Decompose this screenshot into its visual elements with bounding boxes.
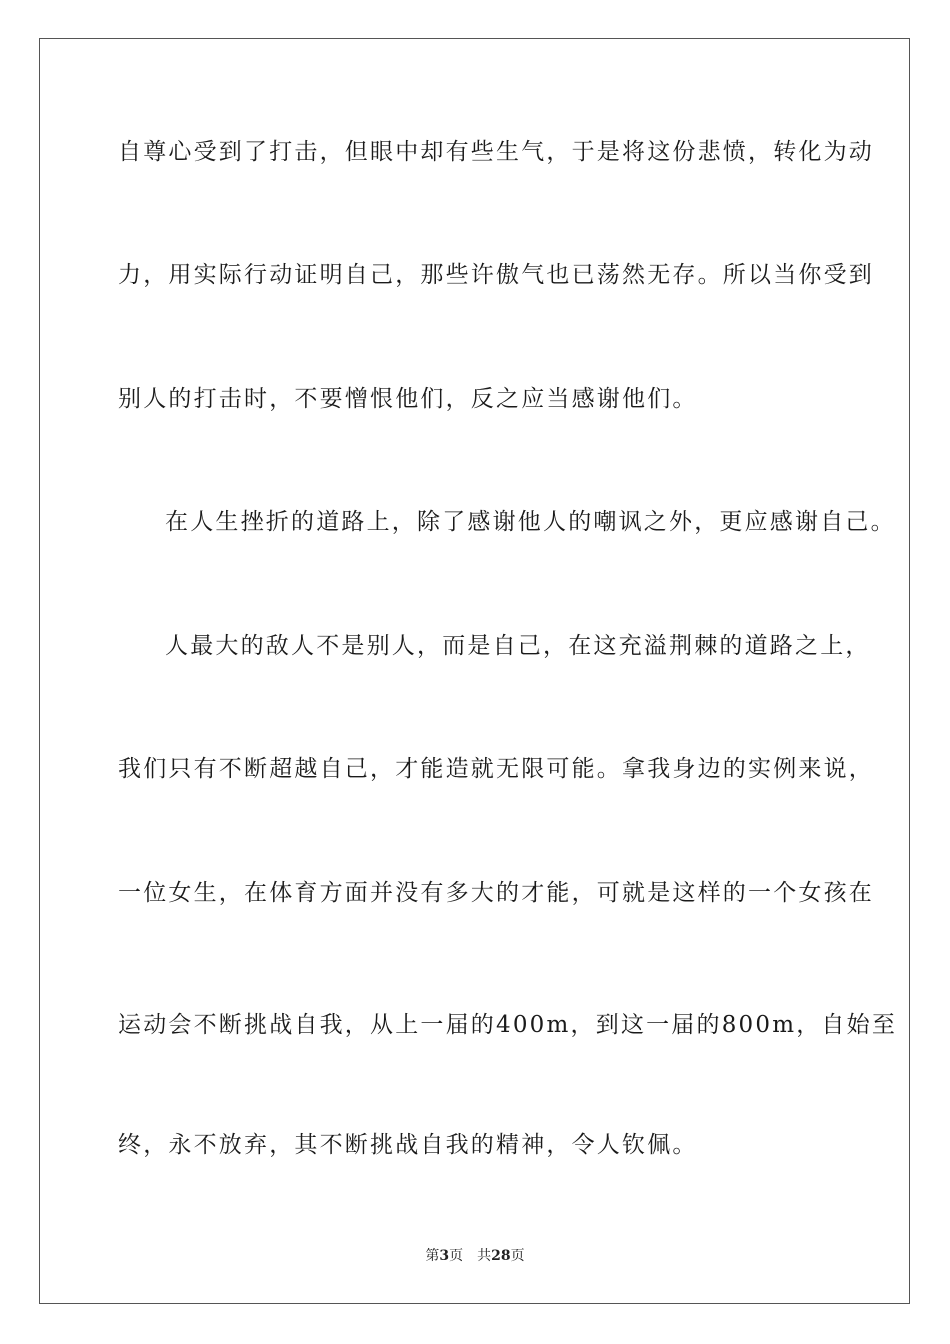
- text-line: 一位女生，在体育方面并没有多大的才能，可就是这样的一个女孩在: [118, 880, 874, 906]
- page-footer: [0, 1247, 950, 1265]
- paragraph-first-line: 人最大的敌人不是别人，而是自己，在这充溢荆棘的道路之上，: [165, 633, 871, 659]
- total-pages-prefix: 共: [477, 1248, 492, 1264]
- text-line: 终，永不放弃，其不断挑战自我的精神，令人钦佩。: [118, 1132, 698, 1158]
- text-line: 自尊心受到了打击，但眼中却有些生气，于是将这份悲愤，转化为动: [118, 139, 874, 165]
- paragraph-first-line: 在人生挫折的道路上，除了感谢他人的嘲讽之外，更应感谢自己。: [165, 509, 896, 535]
- text-line: 别人的打击时，不要憎恨他们，反之应当感谢他们。: [118, 386, 698, 412]
- text-line: 运动会不断挑战自我，从上一届的400m，到这一届的800m，自始至: [118, 1012, 898, 1038]
- page-number-prefix: 第: [425, 1248, 440, 1264]
- current-page-number: 3: [439, 1248, 450, 1264]
- total-page-count: 28: [491, 1248, 511, 1264]
- total-pages-suffix: 页: [510, 1248, 525, 1264]
- page-number-suffix: 页: [449, 1248, 464, 1264]
- page-border: [39, 38, 910, 1304]
- text-line: 力，用实际行动证明自己，那些许傲气也已荡然无存。所以当你受到: [118, 262, 874, 288]
- text-line: 我们只有不断超越自己，才能造就无限可能。拿我身边的实例来说，: [118, 756, 874, 782]
